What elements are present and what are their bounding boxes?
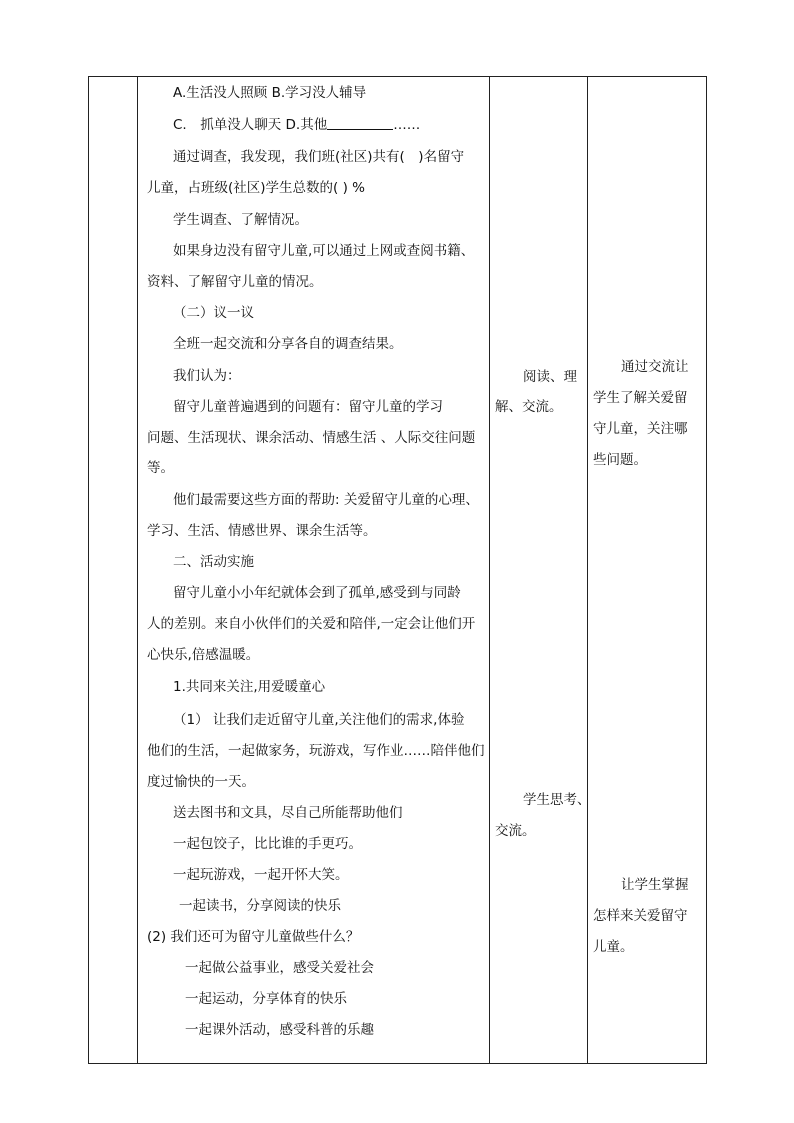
text-line: (2) 我们还可为留守儿童做些什么？ [147, 929, 360, 945]
text-line: 留守儿童普遍遇到的问题有：留守儿童的学习 [173, 399, 443, 415]
text-line: 通过调查，我发现，我们班(社区)共有( )名留守 [173, 149, 465, 165]
text-line: 一起课外活动，感受科普的乐趣 [185, 1022, 374, 1038]
text-line: 人的差别。来自小伙伴们的关爱和陪伴,一定会让他们开 [147, 616, 476, 632]
column-divider-1 [137, 77, 138, 1063]
text-line: 一起读书，分享阅读的快乐 [179, 898, 341, 914]
text-line: 全班一起交流和分享各自的调查结果。 [173, 336, 403, 352]
lesson-plan-table [88, 76, 707, 1064]
section-heading: 二、活动实施 [173, 554, 254, 570]
design-intent-line: 学生了解关爱留 [593, 390, 688, 406]
design-intent-line: 通过交流让 [621, 359, 689, 375]
text-line: 学生调查、了解情况。 [173, 212, 308, 228]
text-line: 我们认为： [173, 368, 241, 384]
text-line: （1） 让我们走近留守儿童,关注他们的需求,体验 [173, 712, 465, 728]
blank-underline [327, 115, 393, 130]
text-line: 送去图书和文具，尽自己所能帮助他们 [173, 805, 403, 821]
text-line: 资料、了解留守儿童的情况。 [147, 274, 323, 290]
design-intent-line: 怎样来关爱留守 [593, 908, 688, 924]
text-line: 一起运动，分享体育的快乐 [185, 991, 347, 1007]
design-intent-line: 让学生掌握 [621, 877, 689, 893]
student-activity-line: 交流。 [495, 823, 536, 839]
section-heading: （二）议一议 [173, 305, 254, 321]
student-activity-line: 学生思考、 [523, 792, 591, 808]
text-line: 一起包饺子，比比谁的手更巧。 [173, 836, 362, 852]
subsection-heading: 1.共同来关注,用爱暖童心 [173, 679, 326, 695]
student-activity-line: 阅读、理 [523, 369, 577, 385]
text-line: 问题、生活现状、课余活动、情感生活 、人际交往问题 [147, 430, 476, 446]
student-activity-line: 解、交流。 [495, 399, 563, 415]
text-line: C. 抓单没人聊天 D.其他 …… [173, 117, 421, 133]
text-line: 心快乐,倍感温暖。 [147, 647, 260, 663]
text-line: 他们最需要这些方面的帮助: 关爱留守儿童的心理、 [173, 492, 479, 508]
design-intent-line: 守儿童，关注哪 [593, 421, 688, 437]
text-line: 如果身边没有留守儿童,可以通过上网或查阅书籍、 [173, 243, 475, 259]
text-line: 学习、生活、情感世界、课余生活等。 [147, 523, 377, 539]
text-line: 他们的生活，一起做家务，玩游戏，写作业……陪伴他们 [147, 743, 485, 759]
text-line: 度过愉快的一天。 [147, 774, 255, 790]
column-divider-2 [489, 77, 490, 1063]
text-line: 等。 [147, 460, 174, 476]
design-intent-line: 儿童。 [593, 939, 634, 955]
design-intent-line: 些问题。 [593, 452, 647, 468]
text-line: A.生活没人照顾 B.学习没人辅导 [173, 85, 367, 101]
text-line: 儿童，占班级(社区)学生总数的( ) % [147, 180, 365, 196]
text-line: 一起玩游戏，一起开怀大笑。 [173, 867, 349, 883]
text-line: 一起做公益事业，感受关爱社会 [185, 960, 374, 976]
column-divider-3 [587, 77, 588, 1063]
text-line: 留守儿童小小年纪就体会到了孤单,感受到与同龄 [173, 585, 461, 601]
